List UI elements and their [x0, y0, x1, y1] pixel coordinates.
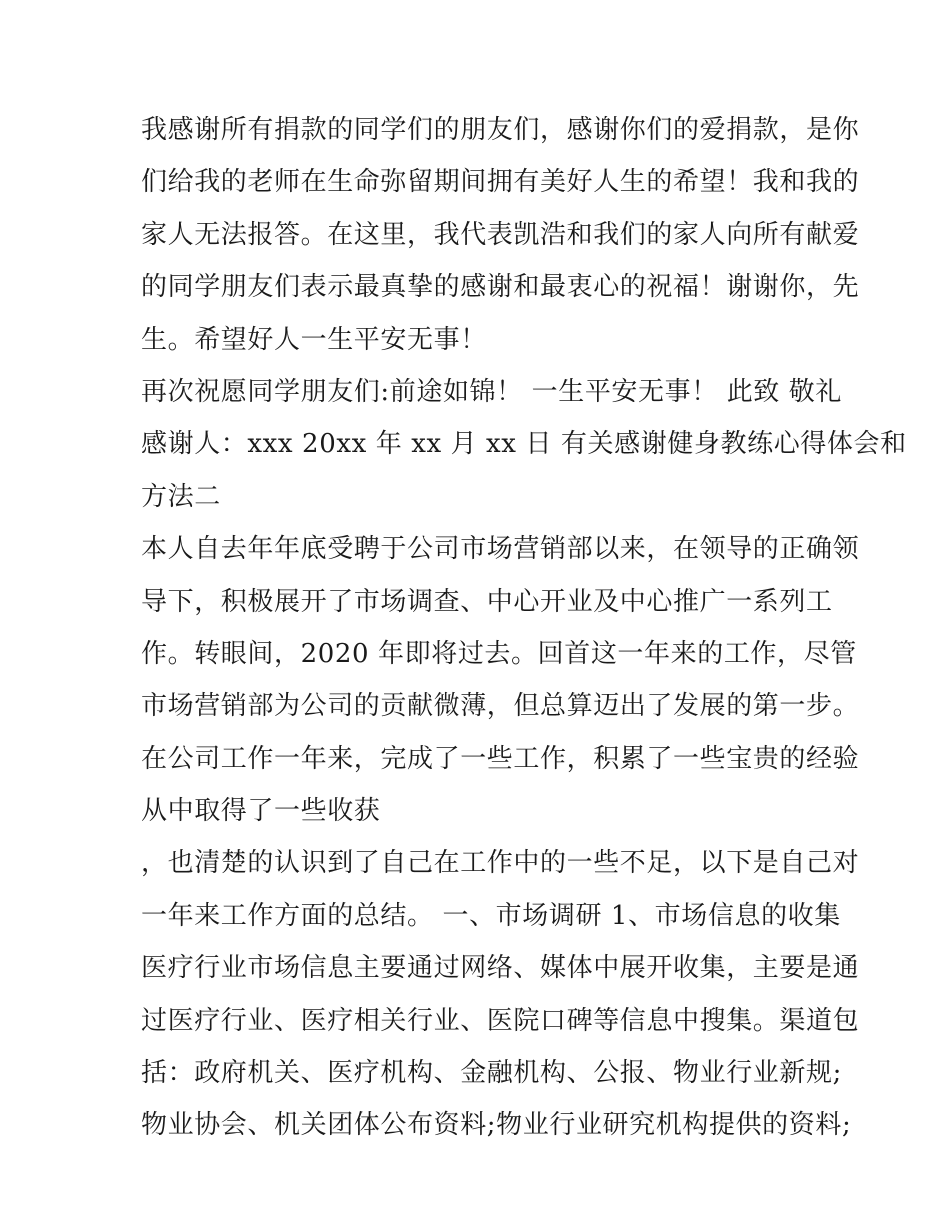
text-line: 家人无法报答。在这里，我代表凯浩和我们的家人向所有献爱 [141, 219, 860, 250]
text-line: 本人自去年年底受聘于公司市场营销部以来，在领导的正确领 [141, 534, 860, 565]
text-line: ，也清楚的认识到了自己在工作中的一些不足，以下是自己对 [141, 848, 860, 879]
document-body [141, 104, 907, 1152]
text-line: 一年来工作方面的总结。 一、市场调研 1、市场信息的收集 [141, 900, 841, 931]
text-line: 我感谢所有捐款的同学们的朋友们，感谢你们的爱捐款，是你 [141, 115, 860, 145]
text-line: 从中取得了一些收获 [141, 796, 381, 827]
text-line: 括：政府机关、医疗机构、金融机构、公报、物业行业新规; [141, 1058, 842, 1089]
text-line: 在公司工作一年来，完成了一些工作，积累了一些宝贵的经验 [141, 743, 860, 774]
text-line: 物业协会、机关团体公布资料;物业行业研究机构提供的资料; [141, 1110, 852, 1141]
text-line: 导下，积极展开了市场调查、中心开业及中心推广一系列工 [141, 586, 833, 617]
text-line: 作。转眼间，2020 年即将过去。回首这一年来的工作，尽管 [141, 638, 857, 669]
text-line: 市场营销部为公司的贡献微薄，但总算迈出了发展的第一步。 [141, 691, 860, 722]
text-line: 感谢人：xxx 20xx 年 xx 月 xx 日 有关感谢健身教练心得体会和 [141, 429, 907, 460]
text-line: 医疗行业市场信息主要通过网络、媒体中展开收集，主要是通 [141, 953, 860, 984]
text-line: 方法二 [141, 481, 221, 512]
text-line: 再次祝愿同学朋友们:前途如锦！ 一生平安无事！ 此致 敬礼 [141, 376, 842, 407]
text-line: 生。希望好人一生平安无事！ [141, 324, 487, 355]
text-line: 过医疗行业、医疗相关行业、医院口碑等信息中搜集。渠道包 [141, 1005, 860, 1036]
text-line: 的同学朋友们表示最真挚的感谢和最衷心的祝福！谢谢你，先 [141, 272, 860, 303]
text-line: 们给我的老师在生命弥留期间拥有美好人生的希望！我和我的 [141, 167, 860, 198]
